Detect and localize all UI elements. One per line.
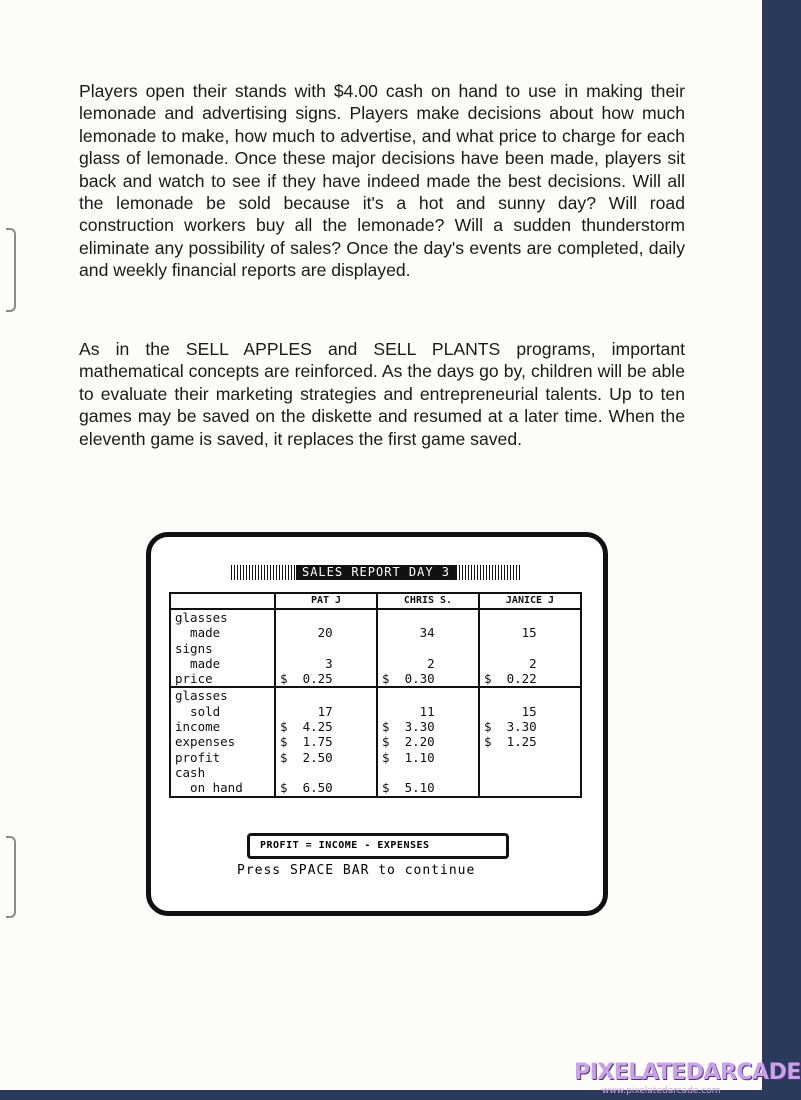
paragraph-concepts: As in the SELL APPLES and SELL PLANTS programs, important mathematical concepts are reinforced. As the days go by, children will be able to evaluate their marketing strategies and entrepreneurial talents. Up to ten games may be saved on the diskette and resumed at a later time. When the eleventh game is saved, it replaces the first game saved. xyxy=(79,339,685,449)
sales-report-table xyxy=(169,592,582,798)
continue-prompt: Press SPACE BAR to continue xyxy=(237,863,476,878)
player-header: PAT J xyxy=(275,593,377,609)
staple-top xyxy=(6,228,16,312)
player-header: JANICE J xyxy=(479,593,581,609)
paragraph-intro: Players open their stands with $4.00 cash on hand to use in making their lemonade and advertising signs. Players make decisions about how much lemonade to make, how much to advertise, and what price to charge for each glass of lemonade. Once these major decisions have been made, players sit back and watch to see if they have indeed made the best decisions. Will all the lemonade be sold because it's a hot and sunny day? Will road construction workers buy all the lemonade? Will a sudden thunderstorm eliminate any possibility of sales? Once the day's events are completed, daily and weekly financial reports are displayed. xyxy=(79,81,685,281)
header-blank xyxy=(170,593,275,609)
report-banner xyxy=(231,565,521,580)
profit-formula-box: PROFIT = INCOME - EXPENSES xyxy=(247,833,509,859)
table-row xyxy=(170,687,581,796)
report-title: SALES REPORT DAY 3 xyxy=(296,565,456,580)
decision-values: 15 2 $ 0.22 xyxy=(484,625,537,687)
staple-bottom xyxy=(6,836,16,918)
decision-labels: glasses made signs made price xyxy=(175,610,228,687)
decision-values: 20 3 $ 0.25 xyxy=(280,625,333,687)
player-header: CHRIS S. xyxy=(377,593,479,609)
result-values: 17 $ 4.25 $ 1.75 $ 2.50 $ 6.50 xyxy=(280,703,333,796)
watermark-url: www.pixelatedarcade.com xyxy=(602,1086,721,1096)
decision-values: 34 2 $ 0.30 xyxy=(382,625,435,687)
result-labels: glasses sold income expenses profit cash on hand xyxy=(175,688,243,796)
table-header-row xyxy=(170,593,581,609)
watermark-brand: PIXELATEDARCADE xyxy=(574,1060,801,1085)
result-values: 15 $ 3.30 $ 1.25 xyxy=(484,703,537,750)
monitor-screenshot xyxy=(146,532,608,916)
result-values: 11 $ 3.30 $ 2.20 $ 1.10 $ 5.10 xyxy=(382,703,435,796)
table-row xyxy=(170,609,581,687)
